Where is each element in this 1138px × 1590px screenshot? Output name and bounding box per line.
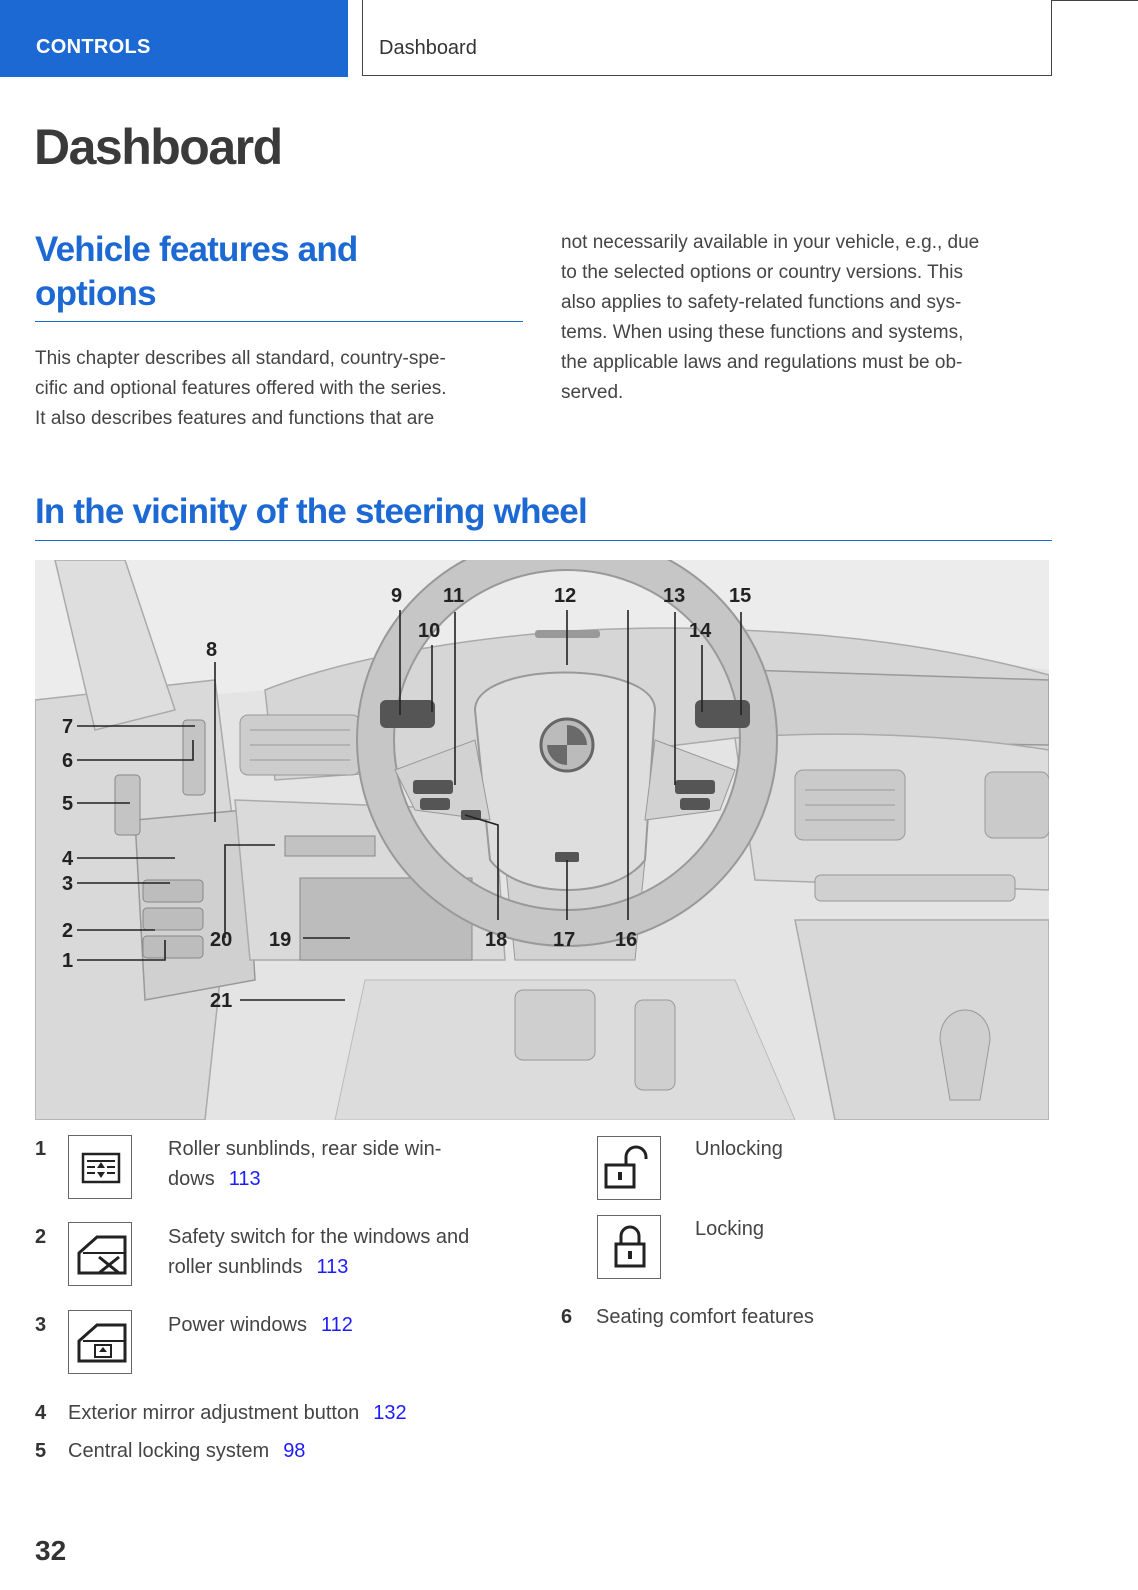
callout-12: 12 [554, 585, 577, 607]
heading-rule [35, 321, 523, 322]
legend-text: dows [168, 1168, 215, 1190]
callout-8: 8 [206, 639, 218, 661]
legend-number: 5 [35, 1440, 47, 1462]
chapter-header [362, 0, 1052, 76]
text-line: It also describes features and functions that are [35, 408, 435, 429]
header-rule [1052, 0, 1138, 1]
callout-15: 15 [729, 585, 752, 607]
legend-number: 2 [35, 1226, 47, 1248]
text-line: cific and optional features offered with the series. [35, 378, 447, 399]
text-line: This chapter describes all standard, country-spe- [35, 348, 446, 369]
page-ref-link[interactable]: 112 [320, 1314, 353, 1336]
legend-text: Central locking system [68, 1440, 270, 1462]
heading-rule [35, 540, 1052, 541]
legend-text: Safety switch for the windows and [168, 1226, 470, 1248]
section-tab [0, 0, 348, 77]
callout-10: 10 [418, 620, 441, 642]
window-safety-switch-icon [68, 1222, 132, 1286]
unlock-icon [597, 1136, 661, 1200]
cockpit-drawing [35, 560, 1049, 1120]
callout-19: 19 [269, 929, 292, 951]
callout-5: 5 [62, 793, 74, 815]
callout-6: 6 [62, 750, 74, 772]
legend-item-4 [68, 1398, 407, 1428]
callout-16: 16 [615, 929, 638, 951]
callout-11: 11 [443, 585, 465, 607]
callout-13: 13 [663, 585, 686, 607]
legend-item-2 [168, 1222, 469, 1282]
page-ref-link[interactable]: 132 [373, 1402, 407, 1424]
callout-2: 2 [62, 920, 74, 942]
legend-item-3 [168, 1310, 353, 1340]
page-ref-link[interactable]: 113 [316, 1256, 349, 1278]
callout-17: 17 [553, 929, 576, 951]
legend-item-5 [68, 1436, 305, 1466]
callout-9: 9 [391, 585, 403, 607]
lock-icon [597, 1215, 661, 1279]
section-heading-features [35, 228, 357, 316]
page-title: Dashboard [34, 119, 282, 175]
page-ref-link[interactable]: 98 [283, 1440, 306, 1462]
text-line: served. [561, 382, 624, 403]
callout-7: 7 [62, 716, 74, 738]
callout-18: 18 [485, 929, 508, 951]
legend-number: 1 [35, 1138, 47, 1160]
legend-number: 6 [561, 1306, 573, 1328]
legend-text: Exterior mirror adjustment button [68, 1402, 360, 1424]
callout-20: 20 [210, 929, 233, 951]
legend-unlocking: Unlocking [695, 1138, 783, 1160]
text-line: tems. When using these functions and systems, [561, 322, 964, 343]
cockpit-illustration [35, 560, 1049, 1120]
intro-paragraph-right [561, 228, 1061, 408]
legend-item-6: Seating comfort features [596, 1306, 814, 1328]
callout-14: 14 [689, 620, 712, 642]
chapter-label: Dashboard [379, 37, 477, 59]
legend-item-1 [168, 1134, 441, 1194]
callout-3: 3 [62, 873, 74, 895]
legend-number: 4 [35, 1402, 47, 1424]
intro-paragraph-left [35, 344, 535, 434]
legend-text: roller sunblinds [168, 1256, 303, 1278]
section-heading-steering: In the vicinity of the steering wheel [35, 492, 587, 531]
sunblind-icon [68, 1135, 132, 1199]
text-line: the applicable laws and regulations must be ob- [561, 352, 963, 373]
legend-locking: Locking [695, 1218, 764, 1240]
text-line: also applies to safety-related functions and sys- [561, 292, 962, 313]
callout-4: 4 [62, 848, 74, 870]
heading-line: Vehicle features and [35, 230, 358, 269]
legend-text: Power windows [168, 1314, 307, 1336]
page-ref-link[interactable]: 113 [228, 1168, 261, 1190]
section-label: CONTROLS [36, 36, 151, 58]
heading-line: options [35, 274, 156, 313]
power-window-icon [68, 1310, 132, 1374]
legend-text: Roller sunblinds, rear side win- [168, 1138, 442, 1160]
text-line: to the selected options or country versions. This [561, 262, 964, 283]
legend-number: 3 [35, 1314, 47, 1336]
text-line: not necessarily available in your vehicle, e.g., due [561, 232, 980, 253]
page-number: 32 [35, 1535, 67, 1566]
callout-1: 1 [62, 950, 74, 972]
callout-21: 21 [210, 990, 233, 1012]
